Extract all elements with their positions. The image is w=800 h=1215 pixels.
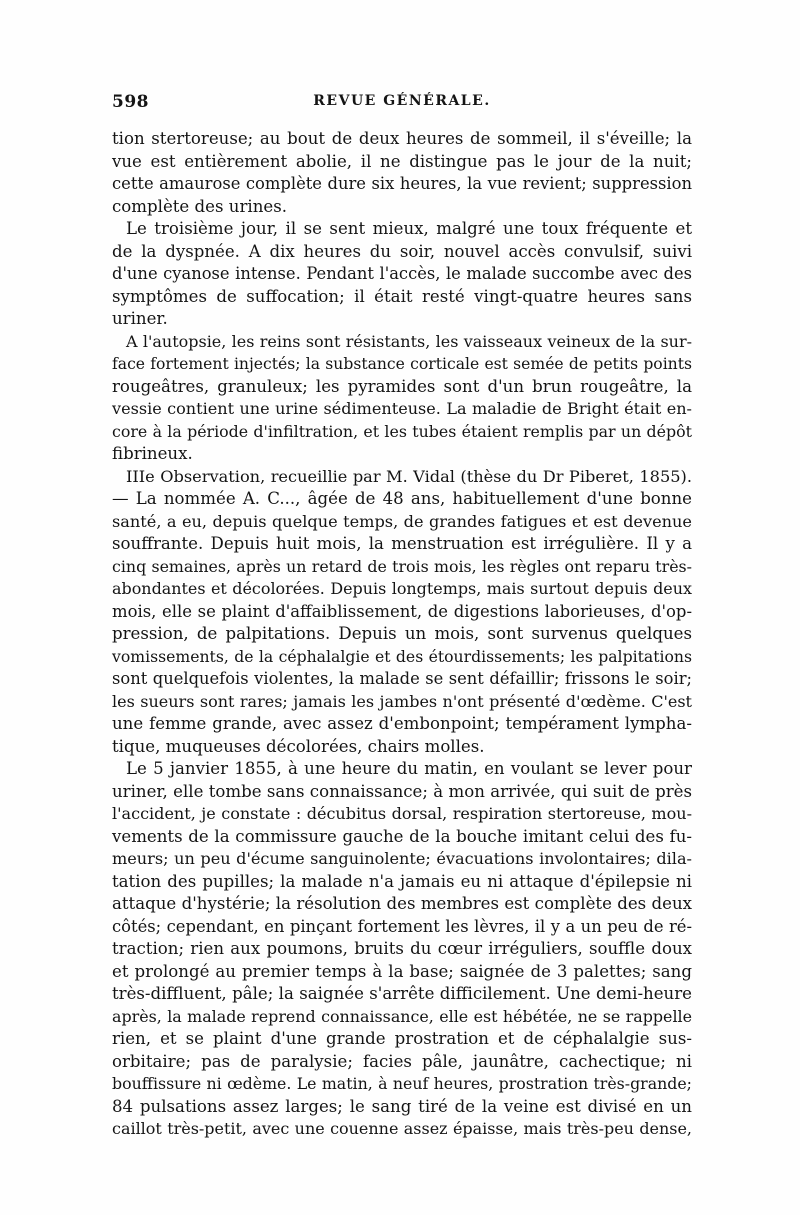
text-line: tation des pupilles; la malade n'a jamais eu ni attaque d'épilepsie ni [112, 871, 692, 891]
text-line: core à la période d'infiltration, et les tubes étaient remplis par un dépôt [112, 421, 692, 441]
text-line: une femme grande, avec assez d'embonpoint; tempérament lympha- [112, 714, 692, 733]
text-line: santé, a eu, depuis quelque temps, de grandes fatigues et est devenue [112, 511, 692, 531]
text-line: souffrante. Depuis huit mois, la menstruation est irrégulière. Il y a [112, 534, 692, 553]
text-line: l'accident, je constate : décubitus dorsal, respiration stertoreuse, mou- [112, 804, 692, 823]
text-line: fibrineux. [112, 444, 193, 463]
text-line: et prolongé au premier temps à la base; saignée de 3 palettes; sang [112, 961, 692, 981]
text-line: vue est entièrement abolie, il ne distingue pas le jour de la nuit; [112, 151, 692, 171]
text-line: mois, elle se plaint d'affaiblissement, de digestions laborieuses, d'op- [112, 601, 692, 621]
text-line: pression, de palpitations. Depuis un mois, sont survenus quelques [112, 624, 692, 643]
page-header [112, 92, 692, 120]
text-line: Le troisième jour, il se sent mieux, malgré une toux fréquente et [126, 219, 692, 238]
text-line: meurs; un peu d'écume sanguinolente; évacuations involontaires; dila- [112, 849, 692, 868]
text-line: rien, et se plaint d'une grande prostration et de céphalalgie sus- [112, 1029, 692, 1048]
text-line: les sueurs sont rares; jamais les jambes n'ont présenté d'œdème. C'est [112, 691, 692, 711]
text-line: abondantes et décolorées. Depuis longtemps, mais surtout depuis deux [112, 579, 692, 598]
text-line: traction; rien aux poumons, bruits du cœur irréguliers, souffle doux [112, 939, 692, 958]
text-line: sont quelquefois violentes, la malade se sent défaillir; frissons le soir; [112, 669, 692, 688]
text-line: uriner, elle tombe sans connaissance; à mon arrivée, qui suit de près [112, 781, 692, 801]
text-line: rougeâtres, granuleux; les pyramides sont d'un brun rougeâtre, la [112, 376, 692, 396]
text-line: — La nommée A. C..., âgée de 48 ans, habituellement d'une bonne [112, 489, 692, 508]
text-line: symptômes de suffocation; il était resté vingt-quatre heures sans [112, 286, 692, 306]
text-line: vessie contient une urine sédimenteuse. La maladie de Bright était en- [112, 399, 692, 418]
text-line: côtés; cependant, en pinçant fortement les lèvres, il y a un peu de ré- [112, 916, 692, 936]
text-line: orbitaire; pas de paralysie; facies pâle, jaunâtre, cachectique; ni [112, 1051, 692, 1071]
text-line: vements de la commissure gauche de la bouche imitant celui des fu- [112, 826, 692, 846]
text-line: tique, muqueuses décolorées, chairs molles. [112, 736, 485, 756]
text-line: très-diffluent, pâle; la saignée s'arrête difficilement. Une demi-heure [112, 984, 692, 1003]
text-line: A l'autopsie, les reins sont résistants, les vaisseaux veineux de la sur- [126, 331, 692, 351]
text-line: face fortement injectés; la substance corticale est semée de petits points [112, 355, 692, 373]
text-line: Le 5 janvier 1855, à une heure du matin, en voulant se lever pour [126, 759, 692, 778]
text-line: vomissements, de la céphalalgie et des étourdissements; les palpitations [112, 646, 692, 666]
text-line: 84 pulsations assez larges; le sang tiré de la veine est divisé en un [112, 1096, 692, 1116]
text-line: de la dyspnée. A dix heures du soir, nouvel accès convulsif, suivi [112, 241, 692, 261]
text-line: d'une cyanose intense. Pendant l'accès, le malade succombe avec des [112, 264, 692, 283]
text-line: après, la malade reprend connaissance, elle est hébétée, ne se rappelle [112, 1006, 692, 1026]
text-line: cinq semaines, après un retard de trois mois, les règles ont reparu très- [112, 556, 692, 576]
running-head: REVUE GÉNÉRALE. [313, 93, 491, 109]
text-line: bouffissure ni œdème. Le matin, à neuf heures, prostration très-grande; [112, 1074, 692, 1093]
page-number: 598 [112, 92, 149, 112]
text-line: uriner. [112, 309, 168, 328]
text-line: caillot très-petit, avec une couenne assez épaisse, mais très-peu dense, [112, 1119, 692, 1138]
body-text [112, 128, 692, 1141]
text-line: cette amaurose complète dure six heures, la vue revient; suppression [112, 174, 692, 193]
text-line: IIIe Observation, recueillie par M. Vidal (thèse du Dr Piberet, 1855). [126, 466, 692, 486]
text-line: attaque d'hystérie; la résolution des membres est complète des deux [112, 894, 692, 913]
text-line: complète des urines. [112, 196, 287, 216]
text-line: tion stertoreuse; au bout de deux heures de sommeil, il s'éveille; la [112, 129, 692, 148]
